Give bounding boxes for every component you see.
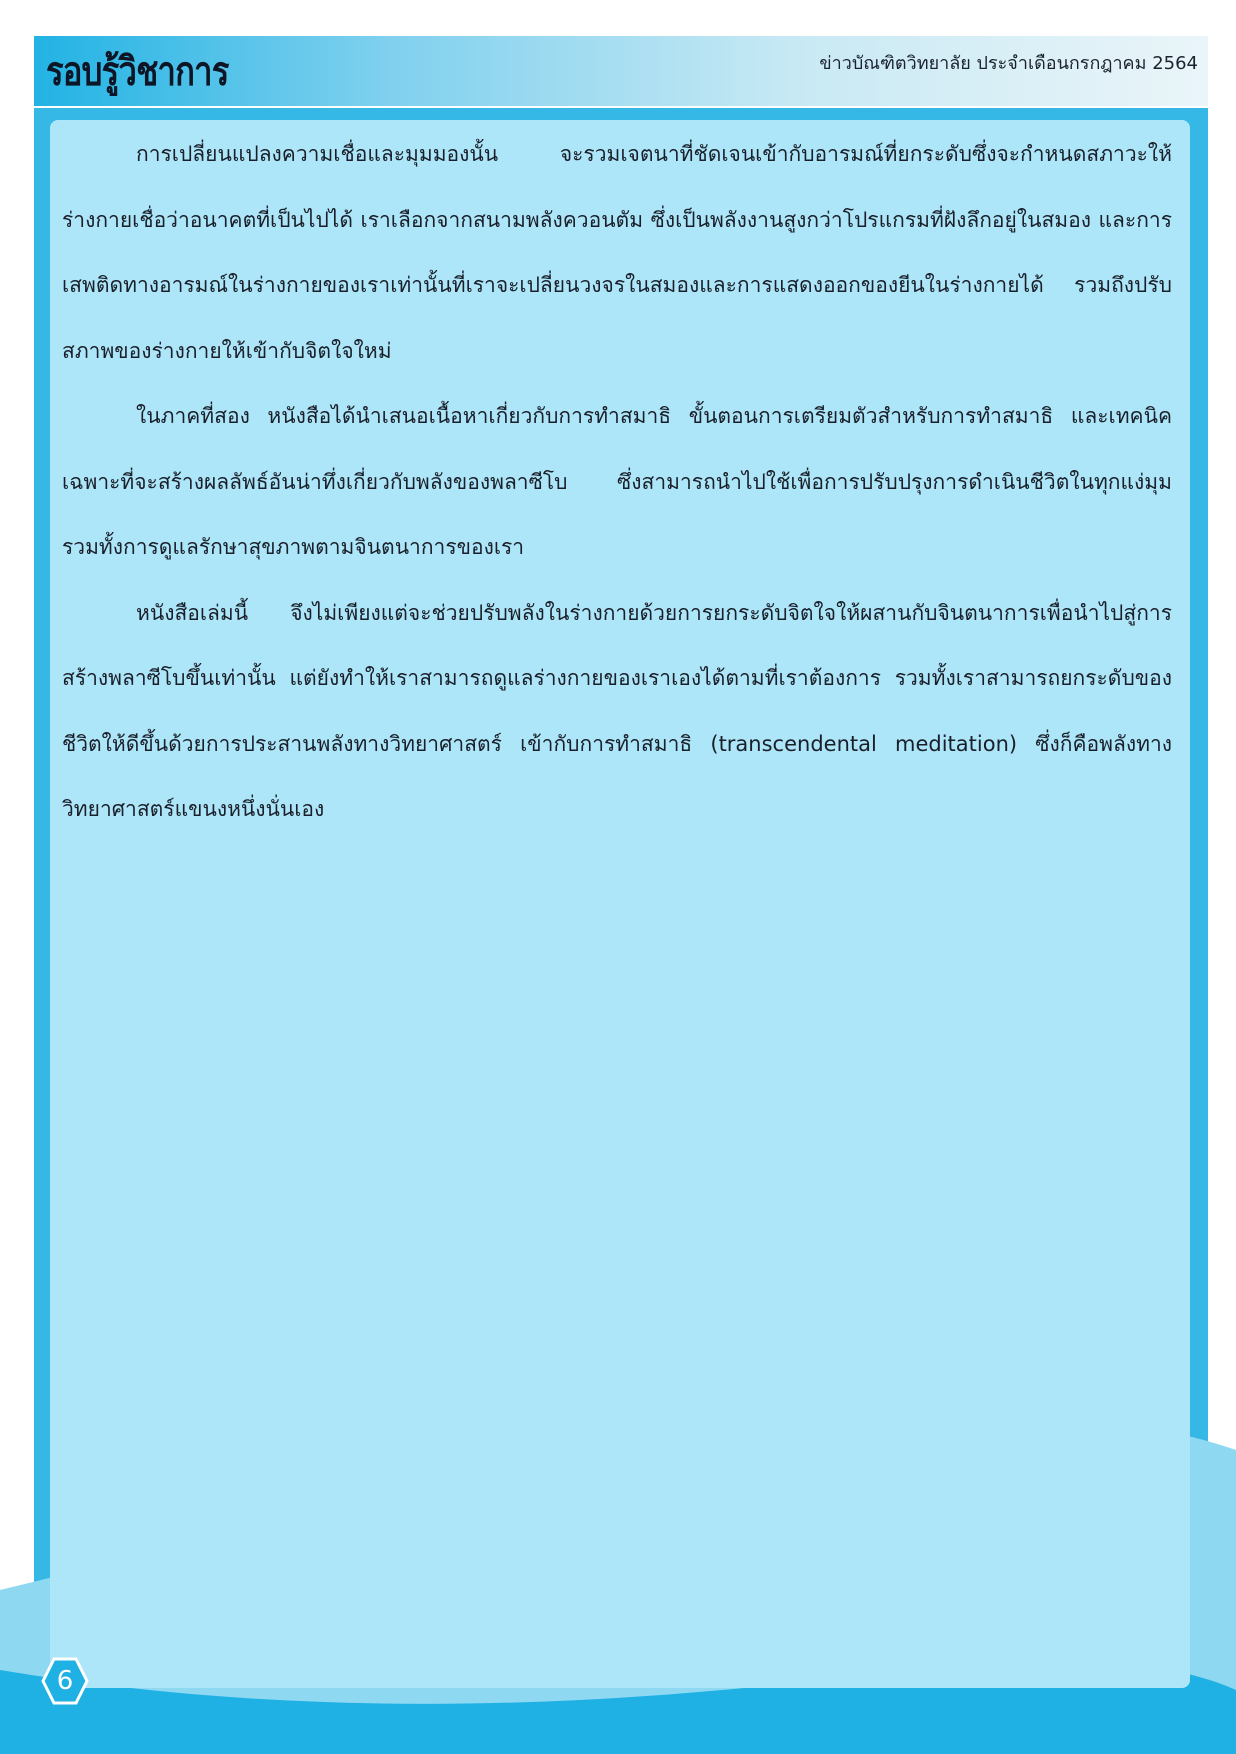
paragraph: การเปลี่ยนแปลงความเชื่อและมุมมองนั้น จะรวมเจตนาที่ชัดเจนเข้ากับอารมณ์ที่ยกระดับซึ่งจะกำหนดสภาวะให้ร่างกายเชื่อว่าอนาคตที่เป็นไปได้ เราเลือกจากสนามพลังควอนตัม ซึ่งเป็นพลังงานสูงกว่าโปรแกรมที่ฝังลึกอยู่ในสมอง และการเสพติดทางอารมณ์ในร่างกายของเราเท่านั้นที่เราจะเปลี่ยนวงจรในสมองและการแสดงออกของยีนในร่างกายได้ รวมถึงปรับสภาพของร่างกายให้เข้ากับจิตใจใหม่ [62,142,1172,363]
page-number: 6 [56,1666,74,1696]
paragraph: หนังสือเล่มนี้ จึงไม่เพียงแต่จะช่วยปรับพลังในร่างกายด้วยการยกระดับจิตใจให้ผสานกับจินตนาการเพื่อนำไปสู่การสร้างพลาซีโบขึ้นเท่านั้น แต่ยังทำให้เราสามารถดูแลร่างกายของเราเองได้ตามที่เราต้องการ รวมทั้งเราสามารถยกระดับของชีวิตให้ดีขึ้นด้วยการประสานพลังทางวิทยาศาสตร์ เข้ากับการทำสมาธิ (transcendental meditation) ซึ่งก็คือพลังทางวิทยาศาสตร์แขนงหนึ่งนั่นเอง [62,600,1172,821]
article-body [62,122,1172,843]
section-title: รอบรู้วิชาการ [46,49,229,95]
paragraph: ในภาคที่สอง หนังสือได้นำเสนอเนื้อหาเกี่ยวกับการทำสมาธิ ขั้นตอนการเตรียมตัวสำหรับการทำสมาธิ และเทคนิคเฉพาะที่จะสร้างผลลัพธ์อันน่าทึ่งเกี่ยวกับพลังของพลาซีโบ ซึ่งสามารถนำไปใช้เพื่อการปรับปรุงการดำเนินชีวิตในทุกแง่มุม รวมทั้งการดูแลรักษาสุขภาพตามจินตนาการของเรา [62,404,1172,559]
issue-date-line: ข่าวบัณฑิตวิทยาลัย ประจำเดือนกรกฎาคม 2564 [819,53,1198,74]
